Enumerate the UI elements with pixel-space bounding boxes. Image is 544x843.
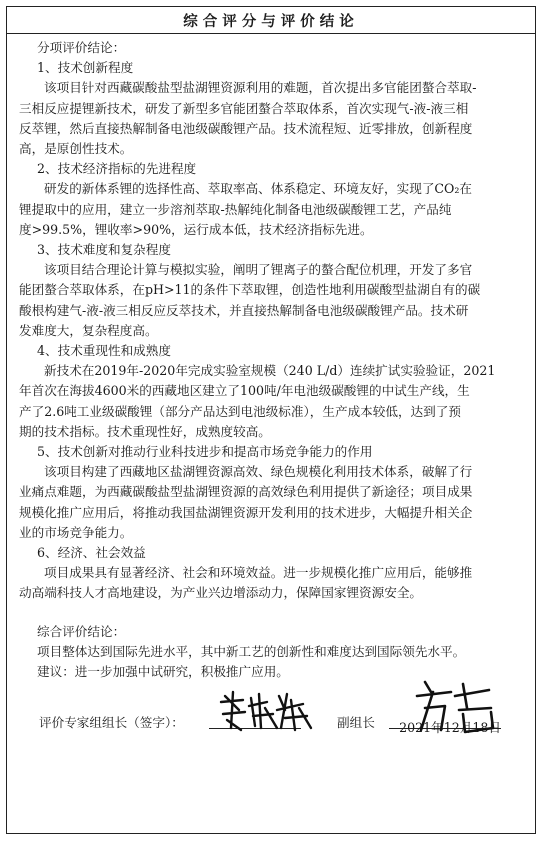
paragraph-line: 业的市场竞争能力。 [19,524,133,540]
leader-signature-label: 评价专家组组长（签字）： [39,715,184,731]
paragraph-line: 锂提取中的应用，建立一步溶剂萃取-热解纯化制备电池级碳酸锂工艺，产品纯 [19,201,452,217]
item-1 [19,58,525,159]
overall-suggestion-text: 建议：进一步加强中试研究，积极推广应用。 [37,664,289,680]
item-5 [19,442,525,543]
paragraph-line: 发难度大，复杂程度高。 [19,322,158,338]
paragraph-line: 期的技术指标。技术重现性好，成熟度较高。 [19,423,271,439]
item-heading: 2、技术经济指标的先进程度 [37,161,197,177]
spacer [19,604,525,622]
evaluation-form [6,6,536,834]
item-heading: 1、技术创新程度 [37,60,134,76]
paragraph-line: 高，是原创性技术。 [19,141,133,157]
paragraph-line: 该项目针对西藏碳酸盐型盐湖锂资源利用的难题，首次提出多官能团螯合萃取- [44,80,477,96]
paragraph-line: 新技术在2019年-2020年完成实验室规模（240 L/d）连续扩试实验验证，2021 [44,363,496,379]
item-heading: 5、技术创新对推动行业科技进步和提高市场竞争能力的作用 [37,444,373,460]
paragraph-line: 业痛点难题，为西藏碳酸盐型盐湖锂资源的高效绿色利用提供了新途径；项目成果 [19,484,473,500]
form-title: 综合评分与评价结论 [7,7,535,34]
paragraph-line: 该项目构建了西藏地区盐湖锂资源高效、绿色规模化利用技术体系，破解了行 [44,464,473,480]
item-heading: 6、经济、社会效益 [37,545,146,561]
paragraph-line: 研发的新体系锂的选择性高、萃取率高、体系稳定、环境友好，实现了CO₂在 [44,181,473,197]
section-heading: 分项评价结论： [37,40,126,55]
item-3 [19,240,525,341]
overall-conclusion-text: 项目整体达到国际先进水平，其中新工艺的创新性和难度达到国际领先水平。 [37,643,466,659]
item-4 [19,341,525,442]
paragraph-line: 该项目结合理论计算与模拟实验，阐明了锂离子的螯合配位机理，开发了多官 [44,262,473,278]
overall-conclusion [19,622,525,683]
paragraph-line: 动高端科技人才高地建设，为产业兴边增添动力，保障国家锂资源安全。 [19,585,422,601]
paragraph-line: 反萃锂，然后直接热解制备电池级碳酸锂产品。技术流程短、近零排放，创新程度 [19,120,473,136]
signature-date: 2021年12月18日 [399,720,501,736]
item-2 [19,159,525,240]
deputy-signature-label: 副组长 [337,715,375,731]
leader-signature-image [215,688,315,736]
item-heading: 3、技术难度和复杂程度 [37,242,171,258]
paragraph-line: 规模化推广应用后，将推动我国盐湖锂资源开发利用的技术进步，大幅提升相关企 [19,504,473,520]
item-heading: 4、技术重现性和成熟度 [37,343,171,359]
paragraph-line: 年首次在海拔4600米的西藏地区建立了100吨/年电池级碳酸锂的中试生产线，生 [19,383,470,399]
paragraph-line: 产了2.6吨工业级碳酸锂（部分产品达到电池级标准），生产成本较低，达到了预 [19,403,461,419]
item-6 [19,543,525,604]
overall-heading: 综合评价结论： [37,623,126,639]
paragraph-line: 项目成果具有显著经济、社会和环境效益。进一步规模化推广应用后，能够推 [44,565,473,581]
paragraph-line: 度>99.5%，锂收率>90%，运行成本低，技术经济指标先进。 [19,221,373,237]
paragraph-line: 能团螯合萃取体系，在pH>11的条件下萃取锂，创造性地利用碳酸型盐湖自有的碳 [19,282,481,298]
paragraph-line: 酸根构建气-液-液三相反应反萃技术，并直接热解制备电池级碳酸锂产品。技术研 [19,302,469,318]
paragraph-line: 三相反应提锂新技术，研发了新型多官能团螯合萃取体系，首次实现气-液-液三相 [19,100,469,116]
signature-row [19,688,525,740]
form-content [7,34,535,740]
